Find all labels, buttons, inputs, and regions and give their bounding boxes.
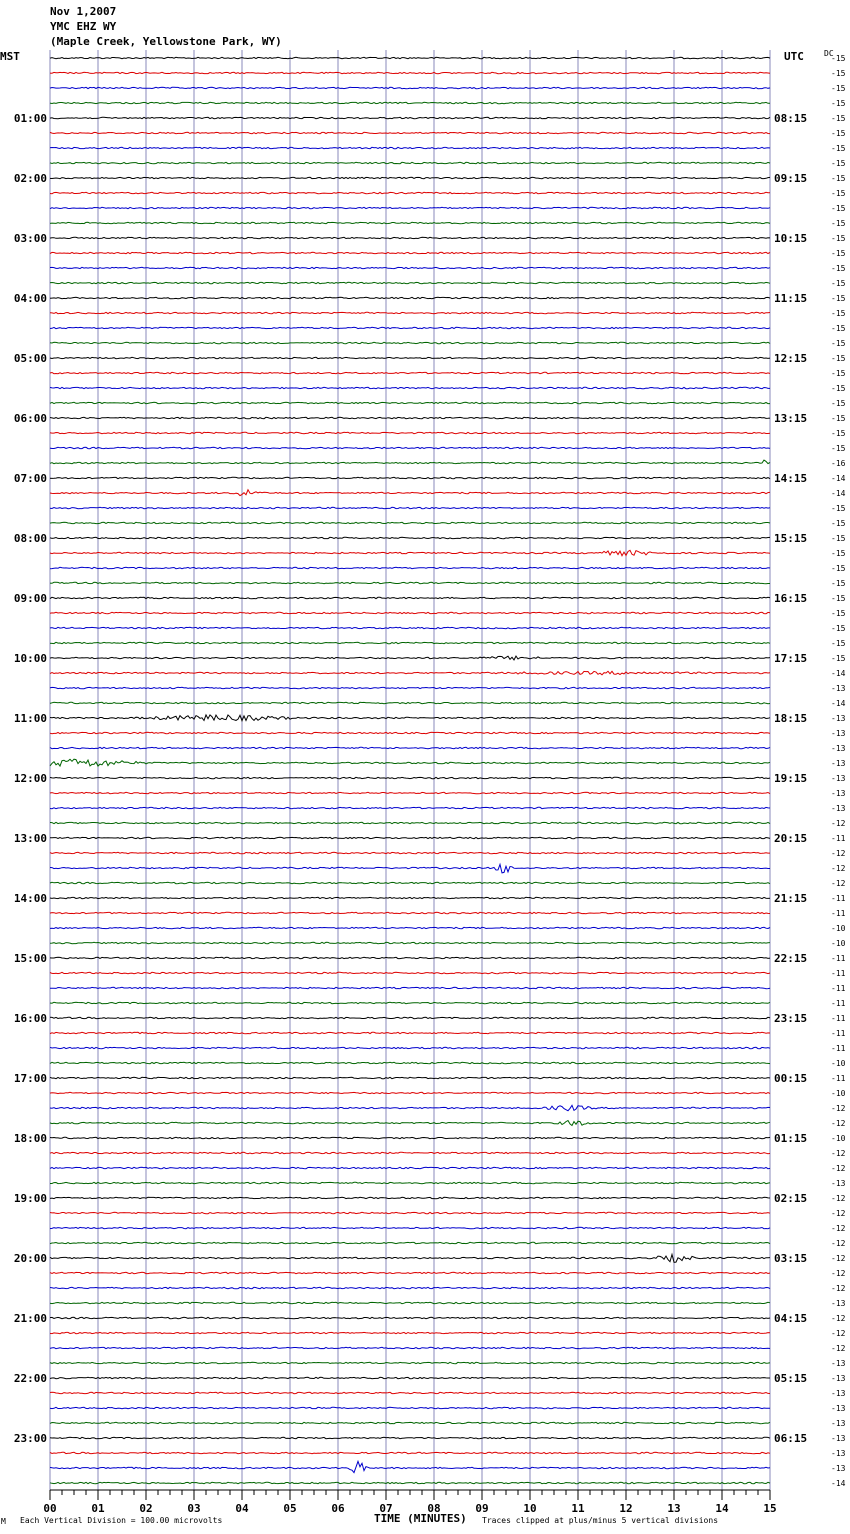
trace-2 bbox=[50, 87, 770, 88]
trace-49 bbox=[50, 792, 770, 793]
right-hour-label-22:15: 22:15 bbox=[774, 952, 808, 965]
x-tick-label-07: 07 bbox=[379, 1502, 393, 1515]
right-hour-labels bbox=[774, 112, 807, 1445]
dc-offset-label: -13 bbox=[831, 1389, 846, 1398]
location-label: (Maple Creek, Yellowstone Park, WY) bbox=[50, 35, 282, 48]
dc-offset-label: -15 bbox=[831, 579, 846, 588]
trace-28 bbox=[50, 477, 770, 478]
dc-offset-label: -13 bbox=[831, 1434, 846, 1443]
dc-offset-label: -13 bbox=[831, 1179, 846, 1188]
dc-offset-label: -15 bbox=[831, 84, 846, 93]
dc-offset-label: -10 bbox=[831, 1134, 846, 1143]
trace-87 bbox=[50, 1362, 770, 1363]
dc-offset-label: -15 bbox=[831, 564, 846, 573]
dc-offset-label: -15 bbox=[831, 99, 846, 108]
corner-mark: M bbox=[1, 1517, 6, 1526]
trace-88 bbox=[50, 1377, 770, 1378]
dc-offset-label: -15 bbox=[831, 534, 846, 543]
trace-95 bbox=[50, 1482, 770, 1483]
trace-0 bbox=[50, 57, 770, 58]
right-hour-label-00:15: 00:15 bbox=[774, 1072, 808, 1085]
trace-61 bbox=[50, 972, 770, 973]
left-hour-label-04:00: 04:00 bbox=[13, 292, 47, 305]
left-hour-label-05:00: 05:00 bbox=[13, 352, 47, 365]
dc-offset-label: -15 bbox=[831, 144, 846, 153]
dc-offset-label: -14 bbox=[831, 669, 846, 678]
dc-offset-label: -15 bbox=[831, 69, 846, 78]
trace-51 bbox=[50, 822, 770, 823]
left-hour-label-10:00: 10:00 bbox=[13, 652, 47, 665]
dc-offset-label: -15 bbox=[831, 159, 846, 168]
right-hour-label-11:15: 11:15 bbox=[774, 292, 808, 305]
clip-note: Traces clipped at plus/minus 5 vertical divisions bbox=[482, 1516, 719, 1525]
trace-55 bbox=[50, 882, 770, 883]
dc-offset-label: -15 bbox=[831, 609, 846, 618]
dc-offset-label: -11 bbox=[831, 984, 846, 993]
trace-13 bbox=[50, 252, 770, 253]
dc-label: DC bbox=[824, 49, 834, 58]
dc-offset-label: -15 bbox=[831, 114, 846, 123]
dc-offset-label: -15 bbox=[831, 339, 846, 348]
x-tick-label-05: 05 bbox=[283, 1502, 297, 1515]
x-tick-label-08: 08 bbox=[427, 1502, 441, 1515]
trace-39 bbox=[50, 642, 770, 643]
dc-offset-label: -11 bbox=[831, 834, 846, 843]
trace-30 bbox=[50, 507, 770, 508]
x-tick-label-04: 04 bbox=[235, 1502, 249, 1515]
left-hour-label-17:00: 17:00 bbox=[13, 1072, 47, 1085]
trace-78 bbox=[50, 1227, 770, 1228]
x-tick-label-02: 02 bbox=[139, 1502, 153, 1515]
traces-group bbox=[50, 57, 770, 1483]
dc-offset-label: -13 bbox=[831, 744, 846, 753]
trace-40 bbox=[50, 656, 770, 660]
trace-71 bbox=[50, 1121, 770, 1126]
dc-offset-label: -15 bbox=[831, 384, 846, 393]
dc-offset-label: -15 bbox=[831, 204, 846, 213]
trace-25 bbox=[50, 432, 770, 433]
trace-76 bbox=[50, 1197, 770, 1198]
trace-38 bbox=[50, 627, 770, 628]
dc-offset-label: -16 bbox=[831, 459, 846, 468]
trace-93 bbox=[50, 1452, 770, 1453]
x-tick-label-10: 10 bbox=[523, 1502, 537, 1515]
trace-70 bbox=[50, 1105, 770, 1110]
trace-45 bbox=[50, 732, 770, 733]
trace-10 bbox=[50, 207, 770, 208]
dc-offset-label: -11 bbox=[831, 1074, 846, 1083]
trace-43 bbox=[50, 702, 770, 703]
dc-offset-label: -13 bbox=[831, 714, 846, 723]
trace-64 bbox=[50, 1017, 770, 1018]
left-hour-label-01:00: 01:00 bbox=[13, 112, 47, 125]
trace-34 bbox=[50, 567, 770, 568]
x-axis-title: TIME (MINUTES) bbox=[374, 1512, 467, 1525]
dc-offset-label: -15 bbox=[831, 369, 846, 378]
left-hour-label-22:00: 22:00 bbox=[13, 1372, 47, 1385]
scale-note: Each Vertical Division = 100.00 microvolts bbox=[20, 1516, 223, 1525]
left-hour-label-16:00: 16:00 bbox=[13, 1012, 47, 1025]
trace-94 bbox=[50, 1461, 770, 1472]
dc-offset-label: -11 bbox=[831, 1014, 846, 1023]
dc-offset-label: -12 bbox=[831, 1224, 846, 1233]
dc-offset-label: -13 bbox=[831, 729, 846, 738]
x-tick-label-06: 06 bbox=[331, 1502, 345, 1515]
trace-17 bbox=[50, 312, 770, 313]
right-hour-label-23:15: 23:15 bbox=[774, 1012, 808, 1025]
dc-offset-label: -10 bbox=[831, 939, 846, 948]
trace-89 bbox=[50, 1392, 770, 1393]
x-tick-label-14: 14 bbox=[715, 1502, 729, 1515]
dc-offset-label: -15 bbox=[831, 549, 846, 558]
right-hour-label-12:15: 12:15 bbox=[774, 352, 808, 365]
dc-offset-label: -12 bbox=[831, 1164, 846, 1173]
left-hour-label-08:00: 08:00 bbox=[13, 532, 47, 545]
right-hour-label-09:15: 09:15 bbox=[774, 172, 808, 185]
trace-47 bbox=[50, 759, 770, 766]
trace-5 bbox=[50, 132, 770, 133]
trace-77 bbox=[50, 1212, 770, 1213]
dc-offset-label: -12 bbox=[831, 1254, 846, 1263]
dc-offset-label: -11 bbox=[831, 999, 846, 1008]
dc-offset-label: -15 bbox=[831, 399, 846, 408]
right-timezone-label: UTC bbox=[784, 50, 804, 63]
x-tick-label-12: 12 bbox=[619, 1502, 633, 1515]
right-hour-label-13:15: 13:15 bbox=[774, 412, 808, 425]
trace-62 bbox=[50, 987, 770, 988]
dc-offset-label: -10 bbox=[831, 1059, 846, 1068]
left-hour-labels bbox=[14, 112, 47, 1445]
trace-4 bbox=[50, 117, 770, 118]
dc-offset-label: -12 bbox=[831, 1284, 846, 1293]
right-hour-label-03:15: 03:15 bbox=[774, 1252, 808, 1265]
trace-90 bbox=[50, 1407, 770, 1408]
dc-offset-label: -13 bbox=[831, 1404, 846, 1413]
dc-offset-label: -12 bbox=[831, 819, 846, 828]
dc-offset-label: -15 bbox=[831, 294, 846, 303]
dc-offset-label: -15 bbox=[831, 234, 846, 243]
left-hour-label-15:00: 15:00 bbox=[13, 952, 47, 965]
trace-14 bbox=[50, 267, 770, 268]
trace-81 bbox=[50, 1272, 770, 1273]
dc-offset-label: -15 bbox=[831, 264, 846, 273]
dc-offset-label: -12 bbox=[831, 864, 846, 873]
trace-7 bbox=[50, 162, 770, 163]
trace-84 bbox=[50, 1317, 770, 1318]
dc-offset-label: -13 bbox=[831, 1359, 846, 1368]
dc-offset-label: -15 bbox=[831, 444, 846, 453]
trace-12 bbox=[50, 237, 770, 238]
dc-offset-label: -15 bbox=[831, 654, 846, 663]
trace-58 bbox=[50, 927, 770, 928]
left-hour-label-18:00: 18:00 bbox=[13, 1132, 47, 1145]
dc-offset-label: -13 bbox=[831, 804, 846, 813]
dc-offset-label: -12 bbox=[831, 1239, 846, 1248]
dc-offset-label: -12 bbox=[831, 1329, 846, 1338]
trace-69 bbox=[50, 1092, 770, 1093]
dc-offset-label: -15 bbox=[831, 54, 846, 63]
right-hour-label-20:15: 20:15 bbox=[774, 832, 808, 845]
trace-57 bbox=[50, 912, 770, 913]
left-hour-label-03:00: 03:00 bbox=[13, 232, 47, 245]
right-hour-label-01:15: 01:15 bbox=[774, 1132, 808, 1145]
left-hour-label-09:00: 09:00 bbox=[13, 592, 47, 605]
left-hour-label-02:00: 02:00 bbox=[13, 172, 47, 185]
right-hour-label-19:15: 19:15 bbox=[774, 772, 808, 785]
trace-65 bbox=[50, 1032, 770, 1033]
trace-85 bbox=[50, 1332, 770, 1333]
dc-offset-label: -13 bbox=[831, 1374, 846, 1383]
trace-19 bbox=[50, 342, 770, 343]
trace-33 bbox=[50, 550, 770, 555]
dc-offset-label: -15 bbox=[831, 504, 846, 513]
dc-offset-label: -10 bbox=[831, 1089, 846, 1098]
right-hour-label-21:15: 21:15 bbox=[774, 892, 808, 905]
right-hour-label-16:15: 16:15 bbox=[774, 592, 808, 605]
trace-74 bbox=[50, 1167, 770, 1168]
left-hour-label-20:00: 20:00 bbox=[13, 1252, 47, 1265]
dc-offset-label: -12 bbox=[831, 879, 846, 888]
dc-offset-label: -13 bbox=[831, 759, 846, 768]
trace-15 bbox=[50, 282, 770, 283]
trace-92 bbox=[50, 1437, 770, 1438]
right-hour-label-17:15: 17:15 bbox=[774, 652, 808, 665]
x-tick-label-01: 01 bbox=[91, 1502, 105, 1515]
trace-16 bbox=[50, 297, 770, 298]
x-tick-label-11: 11 bbox=[571, 1502, 585, 1515]
trace-79 bbox=[50, 1242, 770, 1243]
trace-20 bbox=[50, 357, 770, 358]
dc-offset-label: -13 bbox=[831, 774, 846, 783]
dc-offset-label: -10 bbox=[831, 924, 846, 933]
dc-offset-label: -12 bbox=[831, 1149, 846, 1158]
dc-offset-label: -15 bbox=[831, 354, 846, 363]
trace-11 bbox=[50, 222, 770, 223]
trace-9 bbox=[50, 192, 770, 193]
right-hour-label-15:15: 15:15 bbox=[774, 532, 808, 545]
left-hour-label-07:00: 07:00 bbox=[13, 472, 47, 485]
trace-52 bbox=[50, 837, 770, 838]
dc-offset-label: -13 bbox=[831, 1419, 846, 1428]
trace-35 bbox=[50, 582, 770, 583]
dc-offset-label: -15 bbox=[831, 624, 846, 633]
trace-54 bbox=[50, 864, 770, 873]
dc-offset-label: -15 bbox=[831, 429, 846, 438]
trace-1 bbox=[50, 72, 770, 73]
trace-48 bbox=[50, 777, 770, 778]
dc-offset-label: -12 bbox=[831, 849, 846, 858]
x-tick-label-15: 15 bbox=[763, 1502, 777, 1515]
dc-offset-label: -15 bbox=[831, 174, 846, 183]
left-hour-label-12:00: 12:00 bbox=[13, 772, 47, 785]
trace-8 bbox=[50, 177, 770, 178]
trace-26 bbox=[50, 447, 770, 448]
dc-offset-label: -12 bbox=[831, 1314, 846, 1323]
trace-91 bbox=[50, 1422, 770, 1423]
left-hour-label-19:00: 19:00 bbox=[13, 1192, 47, 1205]
trace-24 bbox=[50, 417, 770, 418]
grid-lines bbox=[50, 50, 770, 1491]
trace-63 bbox=[50, 1002, 770, 1003]
trace-36 bbox=[50, 597, 770, 598]
trace-46 bbox=[50, 747, 770, 748]
dc-offset-label: -12 bbox=[831, 1269, 846, 1278]
trace-82 bbox=[50, 1287, 770, 1288]
trace-86 bbox=[50, 1347, 770, 1348]
dc-offset-label: -15 bbox=[831, 309, 846, 318]
dc-offset-label: -15 bbox=[831, 219, 846, 228]
trace-66 bbox=[50, 1047, 770, 1048]
dc-offset-label: -13 bbox=[831, 1464, 846, 1473]
right-hour-label-05:15: 05:15 bbox=[774, 1372, 808, 1385]
right-hour-label-14:15: 14:15 bbox=[774, 472, 808, 485]
dc-offset-label: -15 bbox=[831, 324, 846, 333]
dc-offset-labels bbox=[831, 54, 846, 1488]
trace-68 bbox=[50, 1077, 770, 1078]
dc-offset-label: -12 bbox=[831, 1104, 846, 1113]
trace-75 bbox=[50, 1182, 770, 1183]
trace-21 bbox=[50, 372, 770, 373]
dc-offset-label: -15 bbox=[831, 279, 846, 288]
dc-offset-label: -12 bbox=[831, 1119, 846, 1128]
dc-offset-label: -11 bbox=[831, 909, 846, 918]
trace-83 bbox=[50, 1302, 770, 1303]
trace-23 bbox=[50, 402, 770, 403]
dc-offset-label: -14 bbox=[831, 489, 846, 498]
dc-offset-label: -13 bbox=[831, 1449, 846, 1458]
trace-44 bbox=[50, 715, 770, 721]
right-hour-label-18:15: 18:15 bbox=[774, 712, 808, 725]
x-tick-label-00: 00 bbox=[43, 1502, 57, 1515]
right-hour-label-08:15: 08:15 bbox=[774, 112, 808, 125]
trace-31 bbox=[50, 522, 770, 523]
dc-offset-label: -15 bbox=[831, 639, 846, 648]
left-timezone-label: MST bbox=[0, 50, 20, 63]
trace-60 bbox=[50, 957, 770, 958]
left-hour-label-14:00: 14:00 bbox=[13, 892, 47, 905]
dc-offset-label: -15 bbox=[831, 414, 846, 423]
trace-37 bbox=[50, 612, 770, 613]
trace-41 bbox=[50, 671, 770, 675]
dc-offset-label: -14 bbox=[831, 1479, 846, 1488]
trace-22 bbox=[50, 387, 770, 388]
dc-offset-label: -11 bbox=[831, 1029, 846, 1038]
trace-3 bbox=[50, 102, 770, 103]
left-hour-label-21:00: 21:00 bbox=[13, 1312, 47, 1325]
trace-27 bbox=[50, 460, 770, 464]
right-hour-label-10:15: 10:15 bbox=[774, 232, 808, 245]
trace-29 bbox=[50, 490, 770, 496]
dc-offset-label: -13 bbox=[831, 684, 846, 693]
right-hour-label-02:15: 02:15 bbox=[774, 1192, 808, 1205]
dc-offset-label: -13 bbox=[831, 789, 846, 798]
dc-offset-label: -11 bbox=[831, 954, 846, 963]
left-hour-label-13:00: 13:00 bbox=[13, 832, 47, 845]
trace-73 bbox=[50, 1152, 770, 1153]
dc-offset-label: -13 bbox=[831, 1299, 846, 1308]
dc-offset-label: -15 bbox=[831, 594, 846, 603]
trace-80 bbox=[50, 1254, 770, 1262]
left-hour-label-06:00: 06:00 bbox=[13, 412, 47, 425]
dc-offset-label: -14 bbox=[831, 474, 846, 483]
trace-56 bbox=[50, 897, 770, 898]
trace-53 bbox=[50, 852, 770, 853]
left-hour-label-23:00: 23:00 bbox=[13, 1432, 47, 1445]
dc-offset-label: -14 bbox=[831, 699, 846, 708]
station-label: YMC EHZ WY bbox=[50, 20, 117, 33]
trace-50 bbox=[50, 807, 770, 808]
dc-offset-label: -12 bbox=[831, 1194, 846, 1203]
right-hour-label-04:15: 04:15 bbox=[774, 1312, 808, 1325]
x-tick-label-09: 09 bbox=[475, 1502, 489, 1515]
x-tick-label-03: 03 bbox=[187, 1502, 201, 1515]
x-tick-label-13: 13 bbox=[667, 1502, 681, 1515]
dc-offset-label: -15 bbox=[831, 189, 846, 198]
trace-6 bbox=[50, 147, 770, 148]
trace-42 bbox=[50, 687, 770, 688]
trace-18 bbox=[50, 327, 770, 328]
dc-offset-label: -12 bbox=[831, 1344, 846, 1353]
trace-59 bbox=[50, 942, 770, 943]
right-hour-label-06:15: 06:15 bbox=[774, 1432, 808, 1445]
left-hour-label-11:00: 11:00 bbox=[13, 712, 47, 725]
dc-offset-label: -15 bbox=[831, 129, 846, 138]
trace-32 bbox=[50, 537, 770, 538]
trace-67 bbox=[50, 1062, 770, 1063]
date-label: Nov 1,2007 bbox=[50, 5, 117, 18]
dc-offset-label: -11 bbox=[831, 1044, 846, 1053]
trace-72 bbox=[50, 1137, 770, 1138]
dc-offset-label: -11 bbox=[831, 969, 846, 978]
dc-offset-label: -15 bbox=[831, 249, 846, 258]
dc-offset-label: -12 bbox=[831, 1209, 846, 1218]
dc-offset-label: -11 bbox=[831, 894, 846, 903]
dc-offset-label: -15 bbox=[831, 519, 846, 528]
